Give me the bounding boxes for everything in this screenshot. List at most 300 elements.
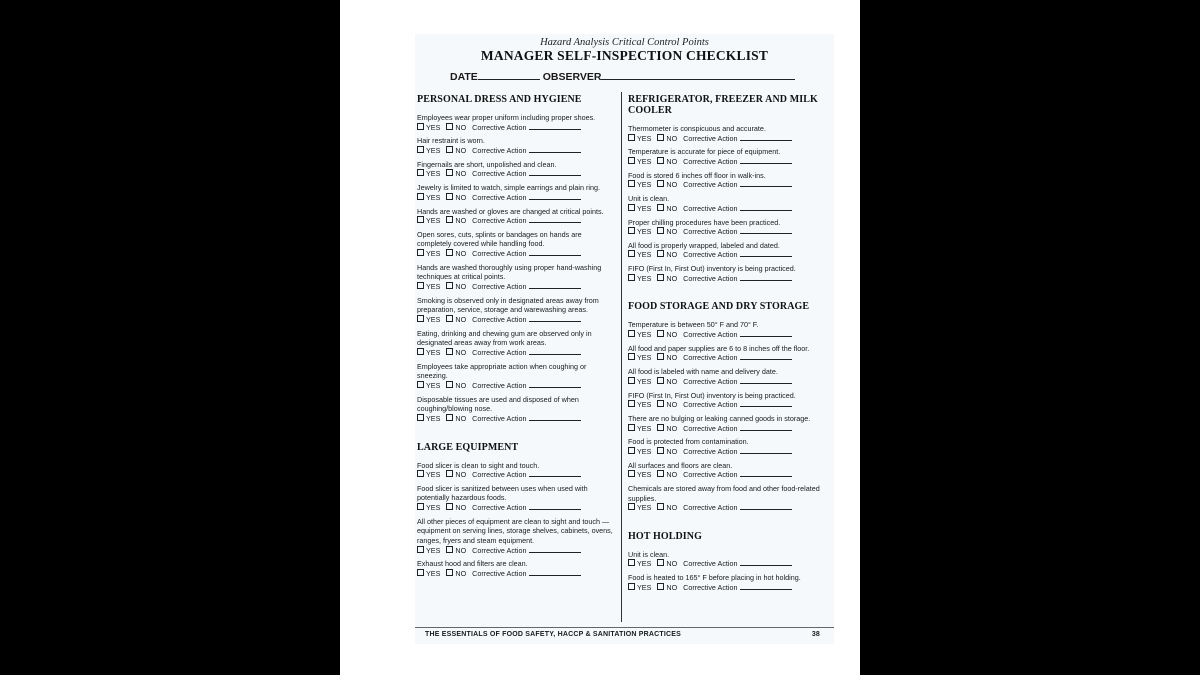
checklist-item xyxy=(628,241,834,260)
corrective-action-label: Corrective Action xyxy=(683,156,738,166)
corrective-action-label: Corrective Action xyxy=(683,133,738,143)
checklist-item-text: Employees take appropriate action when coughing or sneezing. xyxy=(417,361,587,381)
checklist-item xyxy=(417,183,613,202)
yes-label: YES xyxy=(426,569,441,578)
yes-label: YES xyxy=(637,376,652,386)
no-label: NO xyxy=(455,470,467,480)
yes-checkbox[interactable] xyxy=(628,204,635,211)
checklist-item-text: Food slicer is sanitized between uses when used with potentially hazardous foods. xyxy=(417,483,588,503)
yes-checkbox[interactable] xyxy=(628,583,635,590)
section-title: HOT HOLDING xyxy=(628,530,702,542)
no-checkbox[interactable] xyxy=(446,193,453,200)
corrective-action-field[interactable] xyxy=(740,353,792,360)
yes-checkbox[interactable] xyxy=(417,282,424,289)
corrective-action-field[interactable] xyxy=(529,348,581,355)
checklist-sheet xyxy=(415,34,834,644)
yes-label: YES xyxy=(637,582,652,592)
checklist-item-text: All food is properly wrapped, labeled and dated. xyxy=(628,240,780,250)
checklist-item xyxy=(417,329,613,358)
no-checkbox[interactable] xyxy=(446,315,453,322)
no-checkbox[interactable] xyxy=(446,470,453,477)
yes-label: YES xyxy=(426,216,441,226)
yes-checkbox[interactable] xyxy=(628,424,635,431)
no-checkbox[interactable] xyxy=(446,216,453,223)
yes-label: YES xyxy=(426,470,441,480)
yes-checkbox[interactable] xyxy=(628,400,635,407)
no-label: NO xyxy=(455,569,467,578)
corrective-action-field[interactable] xyxy=(740,377,792,384)
no-label: NO xyxy=(455,216,467,226)
no-checkbox[interactable] xyxy=(657,400,664,407)
yes-checkbox[interactable] xyxy=(628,274,635,281)
corrective-action-field[interactable] xyxy=(740,400,792,407)
no-checkbox[interactable] xyxy=(657,157,664,164)
no-checkbox[interactable] xyxy=(657,353,664,360)
checklist-item-text: Disposable tissues are used and disposed of when coughing/blowing nose. xyxy=(417,394,579,414)
checklist-item xyxy=(417,362,613,391)
corrective-action-label: Corrective Action xyxy=(472,145,527,155)
yes-checkbox[interactable] xyxy=(628,377,635,384)
response-line xyxy=(628,157,834,167)
yes-checkbox[interactable] xyxy=(628,180,635,187)
response-line xyxy=(417,249,613,259)
corrective-action-field[interactable] xyxy=(740,180,792,187)
observer-field[interactable] xyxy=(601,70,795,80)
response-line xyxy=(628,204,834,214)
checklist-item-text: Proper chilling procedures have been practiced. xyxy=(628,217,781,227)
no-label: NO xyxy=(666,503,678,513)
corrective-action-field[interactable] xyxy=(529,249,581,256)
yes-checkbox[interactable] xyxy=(417,569,424,576)
corrective-action-field[interactable] xyxy=(740,134,792,141)
corrective-action-label: Corrective Action xyxy=(683,446,738,456)
corrective-action-field[interactable] xyxy=(529,381,581,388)
corrective-action-field[interactable] xyxy=(740,503,792,510)
yes-checkbox[interactable] xyxy=(628,134,635,141)
corrective-action-field[interactable] xyxy=(740,559,792,566)
checklist-item-text: Temperature is between 50° F and 70° F. xyxy=(628,320,759,330)
yes-label: YES xyxy=(426,249,441,259)
date-label: DATE xyxy=(450,71,478,83)
checklist-item xyxy=(628,437,834,456)
date-field[interactable] xyxy=(478,70,540,80)
no-checkbox[interactable] xyxy=(446,123,453,130)
section-title: FOOD STORAGE AND DRY STORAGE xyxy=(628,301,810,313)
yes-label: YES xyxy=(637,273,652,283)
response-line xyxy=(628,227,834,237)
yes-checkbox[interactable] xyxy=(417,414,424,421)
no-checkbox[interactable] xyxy=(446,546,453,553)
yes-checkbox[interactable] xyxy=(417,348,424,355)
no-label: NO xyxy=(455,169,467,179)
corrective-action-label: Corrective Action xyxy=(472,347,527,357)
no-checkbox[interactable] xyxy=(446,381,453,388)
response-line xyxy=(417,193,613,203)
corrective-action-label: Corrective Action xyxy=(472,470,527,480)
section-title: PERSONAL DRESS AND HYGIENE xyxy=(417,94,582,105)
checklist-item xyxy=(417,263,613,292)
yes-checkbox[interactable] xyxy=(628,559,635,566)
section-refrigerator-freezer-and-milk-cooler xyxy=(628,94,834,283)
section-hot-holding xyxy=(628,531,834,593)
response-line xyxy=(628,180,834,190)
corrective-action-label: Corrective Action xyxy=(472,192,527,202)
checklist-item xyxy=(628,320,834,339)
corrective-action-field[interactable] xyxy=(529,282,581,289)
corrective-action-field[interactable] xyxy=(529,193,581,200)
yes-checkbox[interactable] xyxy=(628,250,635,257)
checklist-item-text: Hands are washed or gloves are changed at critical points. xyxy=(417,206,604,216)
no-label: NO xyxy=(455,347,467,357)
no-label: NO xyxy=(666,582,678,592)
corrective-action-field[interactable] xyxy=(529,315,581,322)
yes-label: YES xyxy=(637,203,652,213)
yes-label: YES xyxy=(426,169,441,179)
response-line xyxy=(628,470,834,480)
corrective-action-field[interactable] xyxy=(740,470,792,477)
corrective-action-field[interactable] xyxy=(740,250,792,257)
checklist-item-text: Thermometer is conspicuous and accurate. xyxy=(628,124,766,133)
yes-label: YES xyxy=(426,145,441,155)
checklist-item-text: All other pieces of equipment are clean to sight and touch — equipment on serving lines, storage shelves, cabinets, ovens, ranges, fryers and steam equipment. xyxy=(417,516,613,546)
checklist-item xyxy=(628,414,834,433)
no-checkbox[interactable] xyxy=(446,569,453,576)
corrective-action-field[interactable] xyxy=(740,274,792,281)
checklist-item xyxy=(628,218,834,237)
checklist-item xyxy=(417,230,613,259)
corrective-action-label: Corrective Action xyxy=(472,380,527,390)
response-line xyxy=(628,134,834,144)
page-footer xyxy=(425,631,820,638)
no-checkbox[interactable] xyxy=(446,503,453,510)
yes-label: YES xyxy=(637,446,652,456)
checklist-item-text: Food is protected from contamination. xyxy=(628,437,749,447)
section-title: REFRIGERATOR, FREEZER AND MILK COOLER xyxy=(628,94,818,116)
no-checkbox[interactable] xyxy=(657,470,664,477)
response-line xyxy=(628,274,834,284)
checklist-item-text: Food is stored 6 inches off floor in walk-ins. xyxy=(628,170,766,180)
corrective-action-field[interactable] xyxy=(740,447,792,454)
corrective-action-label: Corrective Action xyxy=(472,315,527,324)
checklist-item xyxy=(628,344,834,363)
corrective-action-label: Corrective Action xyxy=(683,353,738,363)
no-checkbox[interactable] xyxy=(657,227,664,234)
column-divider xyxy=(621,92,622,622)
response-line xyxy=(628,330,834,340)
no-checkbox[interactable] xyxy=(657,134,664,141)
response-line xyxy=(628,353,834,363)
response-line xyxy=(417,216,613,226)
yes-checkbox[interactable] xyxy=(417,503,424,510)
no-label: NO xyxy=(455,145,467,155)
no-label: NO xyxy=(666,330,678,340)
checklist-item xyxy=(628,573,834,592)
yes-label: YES xyxy=(426,122,441,132)
no-checkbox[interactable] xyxy=(657,274,664,281)
corrective-action-label: Corrective Action xyxy=(683,423,738,433)
checklist-item xyxy=(417,517,613,555)
response-line xyxy=(417,348,613,358)
no-label: NO xyxy=(666,376,678,386)
corrective-action-field[interactable] xyxy=(529,123,581,130)
corrective-action-label: Corrective Action xyxy=(683,330,738,340)
checklist-item xyxy=(628,484,834,513)
checklist-item-text: All food and paper supplies are 6 to 8 inches off the floor. xyxy=(628,343,810,353)
footer-rule xyxy=(415,627,834,628)
yes-label: YES xyxy=(637,133,652,143)
yes-label: YES xyxy=(426,545,441,555)
yes-checkbox[interactable] xyxy=(417,123,424,130)
no-label: NO xyxy=(666,156,678,166)
checklist-item xyxy=(628,264,834,283)
response-line xyxy=(628,559,834,569)
checklist-item-text: All surfaces and floors are clean. xyxy=(628,460,733,470)
corrective-action-label: Corrective Action xyxy=(472,282,527,292)
no-checkbox[interactable] xyxy=(446,146,453,153)
no-label: NO xyxy=(666,133,678,143)
yes-checkbox[interactable] xyxy=(417,146,424,153)
checklist-item xyxy=(417,484,613,513)
yes-label: YES xyxy=(637,180,652,190)
no-label: NO xyxy=(455,315,467,324)
checklist-subtitle: Hazard Analysis Critical Control Points xyxy=(540,37,709,48)
checklist-item-text: There are no bulging or leaking canned goods in storage. xyxy=(628,413,811,423)
no-label: NO xyxy=(455,192,467,202)
checklist-item xyxy=(628,550,834,569)
yes-label: YES xyxy=(637,400,652,410)
yes-checkbox[interactable] xyxy=(417,315,424,322)
response-line xyxy=(628,583,834,593)
no-checkbox[interactable] xyxy=(657,503,664,510)
response-line xyxy=(628,424,834,434)
no-label: NO xyxy=(455,282,467,292)
no-checkbox[interactable] xyxy=(657,180,664,187)
yes-checkbox[interactable] xyxy=(417,381,424,388)
no-checkbox[interactable] xyxy=(446,414,453,421)
checklist-item-text: Food is heated to 165° F before placing in hot holding. xyxy=(628,573,801,583)
yes-checkbox[interactable] xyxy=(628,157,635,164)
corrective-action-label: Corrective Action xyxy=(683,250,738,260)
corrective-action-label: Corrective Action xyxy=(472,249,527,259)
no-checkbox[interactable] xyxy=(657,583,664,590)
response-line xyxy=(417,282,613,292)
checklist-item-text: Unit is clean. xyxy=(628,549,670,559)
corrective-action-label: Corrective Action xyxy=(683,203,738,213)
no-label: NO xyxy=(666,470,678,480)
response-line xyxy=(417,503,613,513)
corrective-action-field[interactable] xyxy=(529,503,581,510)
corrective-action-field[interactable] xyxy=(529,569,581,576)
corrective-action-field[interactable] xyxy=(740,157,792,164)
corrective-action-field[interactable] xyxy=(740,227,792,234)
checklist-item-text: Hair restraint is worn. xyxy=(417,136,485,146)
no-checkbox[interactable] xyxy=(446,249,453,256)
no-checkbox[interactable] xyxy=(657,559,664,566)
no-label: NO xyxy=(455,413,467,423)
no-checkbox[interactable] xyxy=(657,424,664,431)
checklist-item xyxy=(628,147,834,166)
corrective-action-label: Corrective Action xyxy=(472,569,527,578)
corrective-action-label: Corrective Action xyxy=(683,180,738,190)
response-line xyxy=(417,381,613,391)
checklist-item-text: All food is labeled with name and delivery date. xyxy=(628,367,778,377)
checklist-item xyxy=(628,171,834,190)
checklist-item xyxy=(417,296,613,325)
yes-checkbox[interactable] xyxy=(628,227,635,234)
yes-label: YES xyxy=(426,413,441,423)
no-checkbox[interactable] xyxy=(446,282,453,289)
corrective-action-label: Corrective Action xyxy=(472,122,527,132)
response-line xyxy=(417,546,613,556)
response-line xyxy=(417,123,613,133)
no-checkbox[interactable] xyxy=(446,169,453,176)
section-large-equipment xyxy=(417,442,613,579)
no-label: NO xyxy=(666,203,678,213)
corrective-action-field[interactable] xyxy=(740,583,792,590)
corrective-action-field[interactable] xyxy=(529,146,581,153)
checklist-item-text: Smoking is observed only in designated areas away from preparation, service, storage and warewashing areas. xyxy=(417,295,599,315)
checklist-item-text: Temperature is accurate for piece of equipment. xyxy=(628,147,781,157)
response-line xyxy=(628,447,834,457)
checklist-item xyxy=(417,395,613,424)
no-label: NO xyxy=(666,423,678,433)
response-line xyxy=(417,569,613,579)
checklist-item xyxy=(417,207,613,226)
no-checkbox[interactable] xyxy=(657,330,664,337)
yes-label: YES xyxy=(637,250,652,260)
checklist-item xyxy=(417,160,613,179)
no-label: NO xyxy=(666,250,678,260)
page-number: 38 xyxy=(811,631,820,638)
corrective-action-label: Corrective Action xyxy=(683,376,738,386)
yes-checkbox[interactable] xyxy=(417,546,424,553)
no-label: NO xyxy=(666,273,678,283)
checklist-item-text: Jewelry is limited to watch, simple earrings and plain ring. xyxy=(417,183,600,193)
corrective-action-field[interactable] xyxy=(740,424,792,431)
corrective-action-field[interactable] xyxy=(529,169,581,176)
yes-checkbox[interactable] xyxy=(417,470,424,477)
no-checkbox[interactable] xyxy=(657,377,664,384)
no-label: NO xyxy=(666,400,678,410)
corrective-action-label: Corrective Action xyxy=(472,413,527,423)
yes-label: YES xyxy=(637,330,652,340)
corrective-action-field[interactable] xyxy=(529,546,581,553)
no-label: NO xyxy=(666,180,678,190)
no-label: NO xyxy=(455,380,467,390)
response-line xyxy=(417,169,613,179)
checklist-item xyxy=(417,559,613,578)
corrective-action-field[interactable] xyxy=(529,470,581,477)
observer-label: OBSERVER xyxy=(542,71,602,83)
checklist-item-text: Hands are washed thoroughly using proper hand-washing techniques at critical points. xyxy=(417,262,602,282)
checklist-item-text: Employees wear proper uniform including proper shoes. xyxy=(417,113,596,122)
section-food-storage-and-dry-storage xyxy=(628,301,834,512)
footer-text: THE ESSENTIALS OF FOOD SAFETY, HACCP & SANITATION PRACTICES xyxy=(425,631,682,638)
yes-label: YES xyxy=(426,347,441,357)
checklist-item-text: Unit is clean. xyxy=(628,194,670,204)
checklist-item xyxy=(417,113,613,132)
yes-checkbox[interactable] xyxy=(417,216,424,223)
section-title: LARGE EQUIPMENT xyxy=(417,441,519,453)
yes-checkbox[interactable] xyxy=(417,249,424,256)
yes-checkbox[interactable] xyxy=(628,353,635,360)
corrective-action-field[interactable] xyxy=(740,330,792,337)
checklist-item-text: FIFO (First In, First Out) inventory is being practiced. xyxy=(628,264,796,274)
no-label: NO xyxy=(455,545,467,555)
response-line xyxy=(417,414,613,424)
yes-label: YES xyxy=(637,227,652,237)
section-personal-dress-and-hygiene xyxy=(417,94,613,424)
no-label: NO xyxy=(666,353,678,363)
yes-label: YES xyxy=(426,380,441,390)
corrective-action-field[interactable] xyxy=(529,216,581,223)
yes-checkbox[interactable] xyxy=(417,169,424,176)
corrective-action-label: Corrective Action xyxy=(683,559,738,569)
response-line xyxy=(417,470,613,480)
corrective-action-label: Corrective Action xyxy=(683,227,738,237)
yes-label: YES xyxy=(637,353,652,363)
response-line xyxy=(628,250,834,260)
no-checkbox[interactable] xyxy=(446,348,453,355)
no-label: NO xyxy=(455,249,467,259)
checklist-item-text: Open sores, cuts, splints or bandages on hands are completely covered while handling food. xyxy=(417,229,582,249)
left-column xyxy=(417,94,613,597)
no-label: NO xyxy=(666,559,678,569)
corrective-action-field[interactable] xyxy=(529,414,581,421)
yes-label: YES xyxy=(426,192,441,202)
no-label: NO xyxy=(666,446,678,456)
no-checkbox[interactable] xyxy=(657,204,664,211)
yes-label: YES xyxy=(426,503,441,513)
checklist-item xyxy=(628,194,834,213)
right-column xyxy=(628,94,834,610)
yes-checkbox[interactable] xyxy=(628,330,635,337)
response-line xyxy=(628,377,834,387)
checklist-item-text: Food slicer is clean to sight and touch. xyxy=(417,460,540,470)
yes-label: YES xyxy=(637,423,652,433)
checklist-item xyxy=(417,461,613,480)
no-label: NO xyxy=(666,227,678,237)
checklist-item-text: Fingernails are short, unpolished and clean. xyxy=(417,159,557,169)
corrective-action-label: Corrective Action xyxy=(472,216,527,226)
yes-label: YES xyxy=(637,503,652,513)
yes-checkbox[interactable] xyxy=(628,447,635,454)
no-checkbox[interactable] xyxy=(657,447,664,454)
no-checkbox[interactable] xyxy=(657,250,664,257)
yes-label: YES xyxy=(637,559,652,569)
checklist-item-text: Exhaust hood and filters are clean. xyxy=(417,559,528,569)
yes-label: YES xyxy=(426,282,441,292)
yes-label: YES xyxy=(426,315,441,324)
corrective-action-label: Corrective Action xyxy=(472,503,527,513)
no-label: NO xyxy=(455,122,467,132)
checklist-item xyxy=(417,136,613,155)
yes-checkbox[interactable] xyxy=(628,470,635,477)
yes-checkbox[interactable] xyxy=(628,503,635,510)
corrective-action-label: Corrective Action xyxy=(683,273,738,283)
yes-label: YES xyxy=(637,470,652,480)
no-label: NO xyxy=(455,503,467,513)
corrective-action-field[interactable] xyxy=(740,204,792,211)
response-line xyxy=(417,146,613,156)
corrective-action-label: Corrective Action xyxy=(683,582,738,592)
corrective-action-label: Corrective Action xyxy=(683,503,738,513)
yes-checkbox[interactable] xyxy=(417,193,424,200)
response-line xyxy=(417,315,613,325)
corrective-action-label: Corrective Action xyxy=(472,169,527,179)
checklist-item-text: Eating, drinking and chewing gum are observed only in designated areas away from work areas. xyxy=(417,328,592,348)
document-page xyxy=(340,0,860,675)
